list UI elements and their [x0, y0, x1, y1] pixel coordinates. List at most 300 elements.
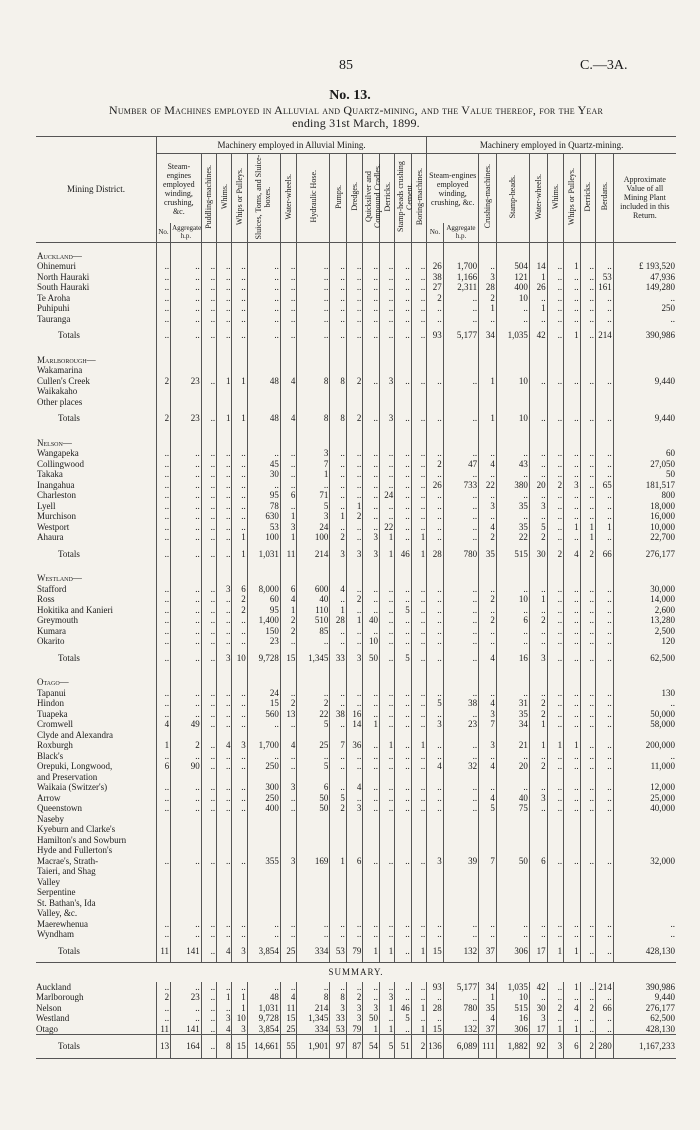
table-cell: 300	[247, 782, 280, 793]
table-cell: 5	[529, 522, 547, 533]
table-cell: 14	[346, 719, 363, 730]
table-cell: ..	[529, 688, 547, 699]
table-cell: 3	[330, 1003, 347, 1014]
table-cell: ..	[580, 511, 595, 522]
table-cell	[529, 908, 547, 919]
table-cell: 15	[280, 647, 297, 670]
table-cell: 132	[443, 1024, 478, 1035]
table-cell: ..	[171, 1003, 202, 1014]
table-cell	[171, 565, 202, 584]
table-cell: ..	[363, 293, 380, 304]
table-row	[36, 376, 676, 387]
col-hydraulic-hose: Hydraulic Hose.	[308, 170, 318, 223]
table-cell: ..	[547, 272, 564, 283]
table-cell	[496, 386, 529, 397]
table-cell	[479, 866, 497, 877]
table-cell: ..	[363, 803, 380, 814]
table-cell	[427, 814, 444, 825]
table-cell: ..	[547, 282, 564, 293]
table-cell	[564, 814, 581, 825]
table-cell: ..	[201, 1035, 216, 1059]
table-cell: 150	[247, 626, 280, 637]
table-cell	[395, 669, 412, 688]
table-cell	[201, 845, 216, 856]
table-cell: ..	[217, 782, 232, 793]
table-cell	[156, 772, 170, 783]
table-cell: ..	[297, 636, 330, 647]
table-cell: ..	[411, 709, 426, 720]
table-cell: ..	[595, 293, 613, 304]
table-cell: ..	[547, 459, 564, 470]
section-row	[36, 430, 676, 449]
table-cell: 1	[547, 940, 564, 963]
table-cell: ..	[363, 688, 380, 699]
table-cell: ..	[595, 469, 613, 480]
table-cell	[580, 898, 595, 909]
table-cell: 24	[247, 688, 280, 699]
table-cell: 1	[479, 303, 497, 314]
table-cell: ..	[547, 709, 564, 720]
table-cell: ..	[280, 480, 297, 491]
table-cell: 38	[443, 698, 478, 709]
table-cell: ..	[379, 751, 394, 762]
table-cell: ..	[217, 490, 232, 501]
table-cell: ..	[280, 793, 297, 804]
table-cell: 1	[217, 992, 232, 1003]
quartz-group-header: Machinery employed in Quartz-mining.	[427, 137, 676, 154]
table-cell	[547, 430, 564, 449]
table-cell	[330, 866, 347, 877]
table-cell: 20	[529, 480, 547, 491]
district-label: Westport	[37, 521, 70, 532]
table-cell	[580, 908, 595, 919]
table-cell: 20	[496, 761, 529, 772]
table-cell	[613, 845, 676, 856]
table-cell: ..	[580, 803, 595, 814]
table-cell	[479, 772, 497, 783]
total-row	[36, 543, 676, 566]
district-label: Wyndham	[37, 929, 74, 939]
table-cell: ..	[171, 480, 202, 491]
table-cell: ..	[411, 919, 426, 930]
table-cell: 17	[529, 940, 547, 963]
table-cell: 7	[297, 459, 330, 470]
table-cell: ..	[595, 448, 613, 459]
table-cell: ..	[395, 1024, 412, 1035]
table-cell: ..	[595, 626, 613, 637]
table-cell	[411, 347, 426, 366]
table-cell: 24	[379, 490, 394, 501]
table-cell: ..	[564, 532, 581, 543]
table-cell: ..	[395, 636, 412, 647]
district-label: Ross	[37, 594, 55, 604]
table-cell: ..	[443, 293, 478, 304]
table-cell	[363, 845, 380, 856]
table-cell: ..	[379, 709, 394, 720]
table-cell	[201, 730, 216, 741]
table-cell: ..	[346, 626, 363, 637]
table-cell	[297, 866, 330, 877]
table-cell: 3	[232, 940, 247, 963]
table-cell: ..	[217, 303, 232, 314]
table-cell: ..	[232, 803, 247, 814]
table-cell	[346, 730, 363, 741]
table-cell	[547, 835, 564, 846]
table-cell	[363, 824, 380, 835]
table-row	[36, 303, 676, 314]
table-cell	[247, 347, 280, 366]
table-cell: ..	[217, 856, 232, 867]
table-row	[36, 761, 676, 772]
district-label: North Hauraki	[37, 271, 90, 282]
table-cell: ..	[156, 490, 170, 501]
table-cell: ..	[363, 856, 380, 867]
table-cell: ..	[395, 594, 412, 605]
table-cell: ..	[547, 522, 564, 533]
table-cell: ..	[346, 532, 363, 543]
table-cell	[411, 898, 426, 909]
table-cell: ..	[427, 501, 444, 512]
table-cell: 6	[232, 584, 247, 595]
table-cell: ..	[201, 543, 216, 566]
table-cell	[247, 908, 280, 919]
table-cell	[547, 386, 564, 397]
table-cell: 1	[529, 272, 547, 283]
table-cell: ..	[201, 532, 216, 543]
table-cell: ..	[217, 1003, 232, 1014]
table-cell	[201, 365, 216, 376]
table-cell	[580, 669, 595, 688]
table-cell: ..	[580, 501, 595, 512]
table-cell: 43	[496, 459, 529, 470]
table-cell: ..	[411, 272, 426, 283]
table-cell: 87	[346, 1035, 363, 1059]
table-cell	[496, 397, 529, 408]
table-cell	[427, 565, 444, 584]
table-cell: ..	[201, 615, 216, 626]
district-label: and Preservation	[37, 771, 98, 782]
table-cell	[613, 908, 676, 919]
table-cell: ..	[363, 480, 380, 491]
table-cell: 1	[564, 740, 581, 751]
table-cell: ..	[330, 501, 347, 512]
table-cell	[232, 866, 247, 877]
table-cell: ..	[171, 324, 202, 347]
table-cell: 2	[529, 532, 547, 543]
table-cell	[297, 347, 330, 366]
table-row	[36, 709, 676, 720]
table-cell: ..	[595, 584, 613, 595]
table-cell	[297, 887, 330, 898]
table-cell: 1	[379, 1024, 394, 1035]
table-cell: ..	[247, 314, 280, 325]
table-cell	[156, 669, 170, 688]
table-cell	[247, 835, 280, 846]
table-cell: ..	[427, 407, 444, 430]
table-cell: ..	[427, 1013, 444, 1024]
district-label: Valley	[37, 876, 60, 887]
table-cell: ..	[280, 469, 297, 480]
table-cell: 22	[379, 522, 394, 533]
table-row	[36, 866, 676, 877]
table-cell: ..	[427, 636, 444, 647]
table-cell	[443, 242, 478, 261]
table-cell	[613, 730, 676, 741]
table-cell: 15	[427, 940, 444, 963]
table-cell	[595, 835, 613, 846]
table-cell: ..	[156, 314, 170, 325]
table-cell	[297, 430, 330, 449]
table-cell: ..	[379, 480, 394, 491]
table-cell: ..	[411, 448, 426, 459]
table-cell	[330, 824, 347, 835]
table-cell: ..	[595, 511, 613, 522]
table-cell: ..	[330, 929, 347, 940]
table-cell	[330, 397, 347, 408]
table-cell	[613, 898, 676, 909]
table-cell	[247, 430, 280, 449]
table-cell	[379, 565, 394, 584]
table-cell: ..	[564, 303, 581, 314]
table-cell: 32,000	[613, 856, 676, 867]
alluvial-group-header: Machinery employed in Alluvial Mining.	[156, 137, 426, 154]
table-cell: ..	[564, 448, 581, 459]
table-cell: ..	[580, 314, 595, 325]
table-cell: 35	[479, 543, 497, 566]
district-label: Maerewhenua	[37, 918, 88, 929]
table-cell: ..	[379, 719, 394, 730]
table-cell: ..	[580, 856, 595, 867]
table-cell: ..	[411, 511, 426, 522]
table-cell: ..	[232, 929, 247, 940]
table-cell	[217, 365, 232, 376]
table-cell: ..	[201, 929, 216, 940]
table-cell: 23	[443, 719, 478, 730]
table-cell: 4	[280, 376, 297, 387]
table-cell: 53	[595, 272, 613, 283]
table-cell: 90	[171, 761, 202, 772]
table-cell: 10	[496, 992, 529, 1003]
table-cell	[564, 365, 581, 376]
table-cell: ..	[156, 626, 170, 637]
table-cell	[346, 347, 363, 366]
table-cell: 2	[529, 698, 547, 709]
table-cell: 55	[280, 1035, 297, 1059]
table-cell: 27	[427, 282, 444, 293]
table-cell: 3	[280, 782, 297, 793]
table-cell	[171, 386, 202, 397]
table-cell	[427, 898, 444, 909]
table-cell: ..	[247, 282, 280, 293]
table-row	[36, 698, 676, 709]
table-cell: ..	[496, 751, 529, 762]
table-cell	[496, 365, 529, 376]
table-cell	[363, 365, 380, 376]
table-cell: 79	[346, 1024, 363, 1035]
table-cell: 3	[529, 501, 547, 512]
table-cell	[297, 730, 330, 741]
table-cell	[443, 772, 478, 783]
table-cell	[247, 365, 280, 376]
table-cell: ..	[443, 594, 478, 605]
table-cell	[427, 430, 444, 449]
table-cell	[580, 430, 595, 449]
table-cell	[529, 887, 547, 898]
table-cell	[580, 772, 595, 783]
table-cell: ..	[595, 261, 613, 272]
table-cell: 58,000	[613, 719, 676, 730]
table-cell: ..	[171, 511, 202, 522]
table-cell: ..	[411, 303, 426, 314]
table-cell: 8	[330, 376, 347, 387]
table-cell: ..	[595, 636, 613, 647]
table-cell	[280, 347, 297, 366]
table-cell: ..	[547, 324, 564, 347]
table-cell	[379, 898, 394, 909]
table-cell: 2	[580, 1003, 595, 1014]
table-cell: 1,901	[297, 1035, 330, 1059]
table-cell: ..	[529, 459, 547, 470]
table-cell: ..	[443, 803, 478, 814]
table-cell: ..	[232, 751, 247, 762]
table-cell	[247, 565, 280, 584]
table-cell: ..	[280, 501, 297, 512]
table-cell: 6	[156, 761, 170, 772]
table-cell: ..	[297, 480, 330, 491]
table-cell: 2	[529, 709, 547, 720]
table-cell: 2	[232, 605, 247, 616]
table-cell: 2,500	[613, 626, 676, 637]
table-cell: 28	[330, 615, 347, 626]
table-cell: ..	[330, 314, 347, 325]
table-cell	[217, 347, 232, 366]
table-cell: 1	[330, 605, 347, 616]
table-cell: ..	[217, 522, 232, 533]
table-cell: 1,031	[247, 543, 280, 566]
table-cell: 2,311	[443, 282, 478, 293]
table-cell	[297, 397, 330, 408]
table-cell	[580, 730, 595, 741]
table-cell	[217, 887, 232, 898]
table-cell: ..	[232, 324, 247, 347]
table-cell: 97	[330, 1035, 347, 1059]
table-cell	[217, 242, 232, 261]
table-cell	[232, 877, 247, 888]
table-cell: 1,345	[297, 1013, 330, 1024]
table-cell	[330, 242, 347, 261]
table-cell: 50	[613, 469, 676, 480]
table-cell: ..	[443, 303, 478, 314]
table-cell	[427, 772, 444, 783]
table-cell	[363, 565, 380, 584]
table-cell: 1	[297, 469, 330, 480]
table-cell: ..	[395, 719, 412, 730]
table-cell: ..	[363, 407, 380, 430]
district-label: Greymouth	[37, 615, 78, 625]
table-cell: 120	[613, 636, 676, 647]
table-cell: ..	[580, 751, 595, 762]
table-cell: ..	[580, 1013, 595, 1024]
table-cell: ..	[297, 261, 330, 272]
table-cell	[330, 887, 347, 898]
table-cell: ..	[247, 448, 280, 459]
table-cell: ..	[346, 982, 363, 993]
table-cell	[232, 908, 247, 919]
table-cell: 1	[379, 543, 394, 566]
table-cell	[171, 365, 202, 376]
table-cell: ..	[595, 929, 613, 940]
table-cell: ..	[595, 856, 613, 867]
table-cell	[427, 386, 444, 397]
table-cell	[346, 877, 363, 888]
table-cell	[297, 772, 330, 783]
table-cell: 2	[156, 407, 170, 430]
sum-row	[36, 1024, 676, 1035]
table-cell: ..	[247, 480, 280, 491]
table-cell: 3	[564, 480, 581, 491]
table-cell	[443, 845, 478, 856]
table-cell	[580, 814, 595, 825]
table-cell	[171, 908, 202, 919]
table-cell: ..	[529, 584, 547, 595]
table-cell: ..	[547, 992, 564, 1003]
table-cell: 48	[247, 992, 280, 1003]
table-cell	[547, 565, 564, 584]
table-cell: ..	[547, 793, 564, 804]
table-cell: ..	[217, 282, 232, 293]
table-cell: ..	[217, 761, 232, 772]
table-cell: ..	[443, 314, 478, 325]
table-cell: ..	[613, 293, 676, 304]
table-cell: 35	[496, 501, 529, 512]
table-cell: 1	[411, 940, 426, 963]
table-cell	[379, 845, 394, 856]
table-cell	[427, 908, 444, 919]
table-cell	[496, 866, 529, 877]
table-cell: ..	[232, 636, 247, 647]
table-cell: ..	[247, 261, 280, 272]
table-cell: ..	[363, 740, 380, 751]
table-cell	[395, 814, 412, 825]
table-cell: 15	[247, 698, 280, 709]
table-cell: ..	[580, 919, 595, 930]
table-cell: 25	[297, 740, 330, 751]
table-cell: ..	[547, 261, 564, 272]
table-cell: 3	[479, 709, 497, 720]
table-cell: ..	[564, 314, 581, 325]
table-cell	[171, 824, 202, 835]
table-cell	[443, 887, 478, 898]
table-cell: ..	[363, 511, 380, 522]
table-cell: 3	[479, 501, 497, 512]
table-cell: 49	[171, 719, 202, 730]
district-label: Tapanui	[37, 687, 66, 698]
table-cell: ..	[217, 698, 232, 709]
table-cell: ..	[232, 856, 247, 867]
table-cell: 15	[232, 1035, 247, 1059]
table-cell: ..	[201, 376, 216, 387]
table-cell	[479, 365, 497, 376]
table-cell: ..	[547, 605, 564, 616]
table-cell: ..	[411, 856, 426, 867]
table-cell	[280, 386, 297, 397]
table-cell: ..	[379, 324, 394, 347]
table-cell: 169	[297, 856, 330, 867]
table-cell	[496, 887, 529, 898]
table-cell: ..	[379, 929, 394, 940]
table-cell: 390,986	[613, 982, 676, 993]
district-label: Hindon	[37, 698, 64, 708]
